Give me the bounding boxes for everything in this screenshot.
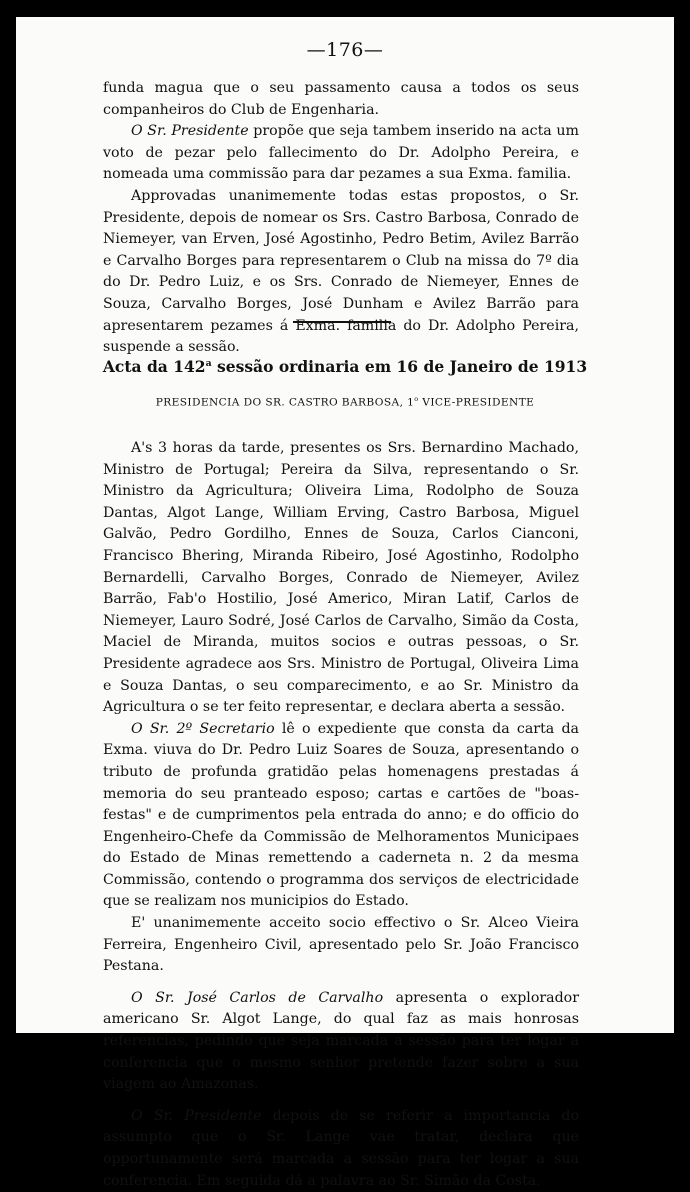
presidency-line: PRESIDENCIA DO SR. CASTRO BARBOSA, 1$^o$ VICE-PRESIDENTE xyxy=(155,396,535,409)
paragraph: A's 3 horas da tarde, presentes os Srs. Bernardino Machado, Ministro de Portugal; Pereira da Silva, representando o Sr. Ministro da Agricultura; Oliveira Lima, Rodolpho de Souza Dantas, Algot Lange, William Erving, Castro Barbosa, Miguel Galvão, Pedro Gordilho, Ennes de Souza, Carlos Cianconi, Francisco Bhering, Miranda Ribeiro, José Agostinho, Rodolpho Bernardelli, Carvalho Borges, Conrado de Niemeyer, Avilez Barrão, Fab'o Hostilio, José Americo, Miran Latif, Carlos de Niemeyer, Lauro Sodré, José Carlos de Carvalho, Simão da Costa, Maciel de Miranda, muitos socios e outras pessoas, o Sr. Presidente agradece aos Srs. Ministro de Portugal, Oliveira Lima e Souza Dantas, o seu comparecimento, e ao Sr. Ministro da Agricultura o se ter feito representar, e declara aberta a sessão. xyxy=(103,440,579,716)
speaker: O Sr. Presidente xyxy=(131,1107,262,1124)
speaker: O Sr. 2º Secretario xyxy=(131,720,275,737)
paragraph: O Sr. 2º Secretario lê o expediente que consta da carta da Exma. viuva do Dr. Pedro Luiz Soares de Souza, apresentando o tributo de profunda gratidão pelas homenagens prestadas á memoria do seu pranteado esposo; cartas e cartões de "boas-festas" e de cumprimentos pela entrada do anno; e do officio do Engenheiro-Chefe da Commissão de Melhoramentos Municipaes do Estado de Minas remettendo a caderneta n. 2 da mesma Commissão, contendo o programma dos serviços de electricidade que se realizam nos municipios do Estado. xyxy=(103,720,579,910)
paragraph: O Sr. José Carlos de Carvalho apresenta o explorador americano Sr. Algot Lange, do qual faz as mais honrosas referencias, pedindo que seja marcada a sessão para ter logar a conferencia que o mesmo senhor pretende fazer sobre a sua viagem ao Amazonas. xyxy=(103,989,580,1093)
previous-session-conclusion xyxy=(103,78,579,359)
document-page xyxy=(16,17,674,1189)
paragraph: E' unanimemente acceito socio effectivo o Sr. Alceo Vieira Ferreira, Engenheiro Civil, apresentado pelo Sr. João Francisco Pestana. xyxy=(103,915,579,975)
page-number: —176— xyxy=(306,39,384,61)
paragraph: Approvadas unanimemente todas estas propostos, o Sr. Presidente, depois de nomear os Srs. Castro Barbosa, Conrado de Niemeyer, van Erven, José Agostinho, Pedro Betim, Avilez Barrão e Carvalho Borges para representarem o Club na missa do 7º dia do Dr. Pedro Luiz, e os Srs. Conrado de Niemeyer, Ennes de Souza, Carvalho Borges, José Dunham e Avilez Barrão para apresentarem pezames á Exma. familia do Dr. Adolpho Pereira, suspende a sessão. xyxy=(103,187,579,356)
paragraph: funda magua que o seu passamento causa a todos os seus companheiros do Club de Engenharia. xyxy=(103,80,579,118)
speaker: O Sr. José Carlos de Carvalho xyxy=(131,989,384,1006)
paragraph: O Sr. Presidente depois de se referir a importancia do assumpto que o Sr. Lange vae tratar, declara que opportunamente será marcada a sessão para ter logar a sua conferencia. Em seguida dá a palavra ao Sr. Simão da Costa. xyxy=(103,1107,579,1189)
paragraph: O Sr. Presidente propõe que seja tambem inserido na acta um voto de pezar pelo fallecimento do Dr. Adolpho Pereira, e nomeada uma commissão para dar pezames a sua Exma. familia. xyxy=(103,123,579,183)
speaker: O Sr. Presidente xyxy=(131,123,249,140)
session-title: Acta da 142$^a$ sessão ordinaria em 16 de Janeiro de 1913 xyxy=(102,357,588,376)
session-minutes xyxy=(103,438,579,1192)
section-divider xyxy=(293,321,391,323)
